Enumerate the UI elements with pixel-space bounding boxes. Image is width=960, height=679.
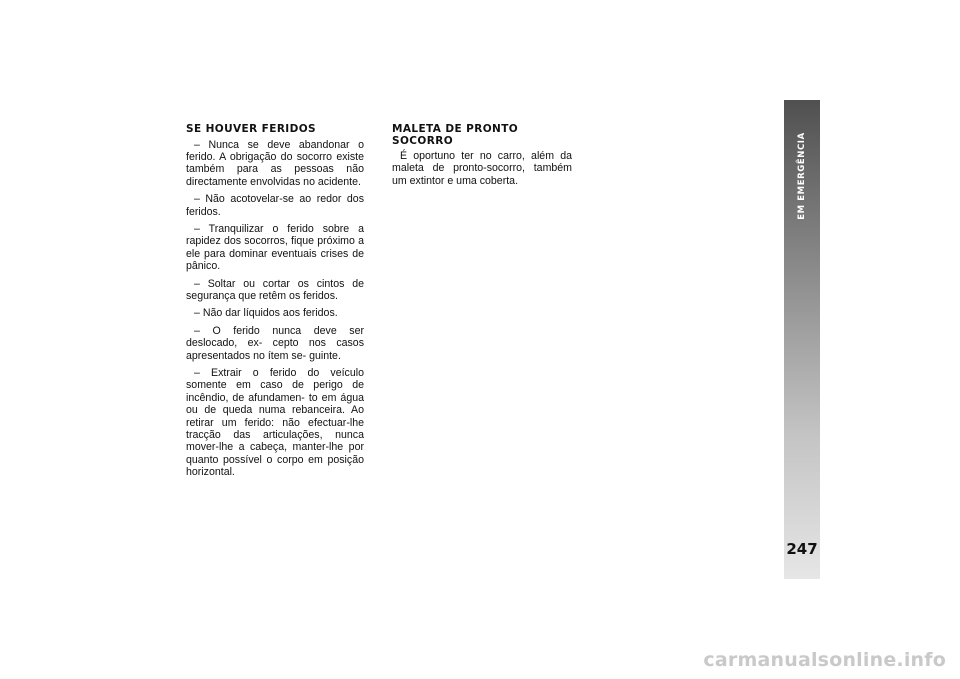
page-number: 247 — [786, 540, 818, 558]
paragraph: – Não dar líquidos aos feridos. — [194, 307, 338, 320]
heading-line-2: SOCORRO — [392, 134, 454, 147]
section-heading-injured: SE HOUVER FERIDOS — [186, 123, 317, 135]
paragraph: – Soltar ou cortar os cintos de segurança que retêm os feridos. — [186, 277, 364, 302]
paragraph: – Extrair o ferido do veículo somente em caso de perigo de incêndio, de afundamen- to em água ou de queda numa rebanceira. Ao retirar um ferido: não efectuar-lhe tracção das articulações, nunca mover-lhe a cabeça, manter-lhe por quanto possível o corpo em posição horizontal. — [186, 367, 364, 479]
paragraph: – Não acotovelar-se ao redor dos feridos. — [186, 193, 364, 218]
section-label: EM EMERGÊNCIA — [797, 132, 807, 220]
left-column — [186, 124, 364, 484]
paragraph: – Tranquilizar o ferido sobre a rapidez dos socorros, fique próximo a ele para dominar eventuais crises de pânico. — [186, 222, 364, 273]
heading-line-1: MALETA DE PRONTO — [392, 123, 519, 135]
section-heading-first-aid-kit — [392, 124, 572, 147]
paragraph: É oportuno ter no carro, além da maleta de pronto-socorro, também um extintor e uma coberta. — [392, 150, 572, 187]
section-sidebar — [784, 100, 820, 579]
paragraph: – Nunca se deve abandonar o ferido. A obrigação do socorro existe também para as pessoas não directamente envolvidas no acidente. — [186, 138, 364, 188]
paragraph: – O ferido nunca deve ser deslocado, ex- cepto nos casos apresentados no ítem se- guinte. — [186, 324, 364, 362]
right-column — [392, 124, 572, 192]
watermark: carmanualsonline.info — [703, 649, 946, 671]
